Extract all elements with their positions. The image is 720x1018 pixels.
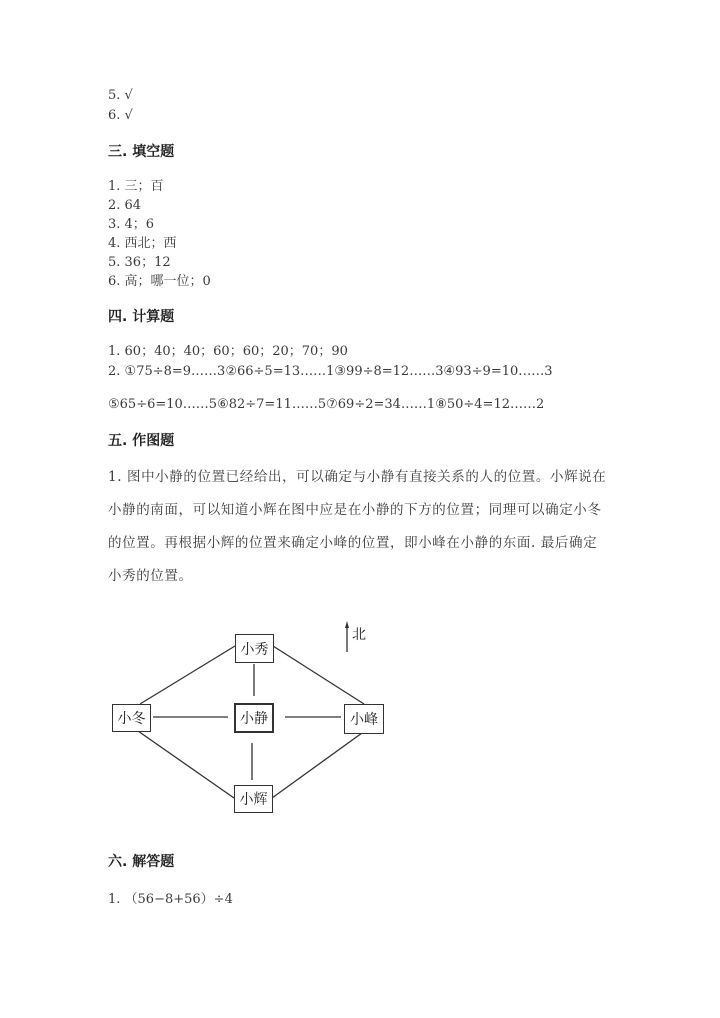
answer-line: 5. 36；12	[108, 255, 171, 270]
answer-line: 4. 西北；西	[108, 236, 177, 251]
answer-line: 1. （56−8+56）÷4	[108, 892, 233, 907]
answer-line: 6. 高；哪一位；0	[108, 274, 211, 289]
answer-line: 6. √	[108, 108, 133, 123]
answer-line: 1. 三；百	[108, 179, 164, 194]
node-xiaofeng: 小峰	[344, 704, 384, 734]
answer-line: 2. 64	[108, 198, 142, 213]
north-label: 北	[352, 627, 366, 643]
node-xiaojing: 小静	[234, 703, 274, 733]
section-title-calculation: 四. 计算题	[108, 309, 175, 325]
answer-line: 1. 60；40；40；60；60；20；70；90	[108, 344, 348, 359]
explanation-paragraph: 1. 图中小静的位置已经给出，可以确定与小静有直接关系的人的位置。小辉说在小静的南面，可以知道小辉在图中应是在小静的下方的位置；同理可以确定小冬的位置。再根据小辉的位置来确定小峰的位置，即小峰在小静的东面. 最后确定小秀的位置。	[108, 469, 607, 584]
node-xiaodong: 小冬	[112, 704, 151, 732]
section-title-fill-blank: 三. 填空题	[108, 144, 175, 160]
section-title-word-problems: 六. 解答题	[108, 854, 175, 870]
answer-line: ⑤65÷6=10……5⑥82÷7=11……5⑦69÷2=34……1⑧50÷4=12……2	[108, 397, 545, 412]
answer-line: 3. 4；6	[108, 217, 155, 232]
answer-line: 5. √	[108, 88, 133, 103]
node-xiaohui: 小辉	[234, 785, 273, 813]
node-xiaoxiu: 小秀	[235, 634, 274, 663]
answer-line: 2. ①75÷8=9……3②66÷5=13……1③99÷8=12……3④93÷9=10……3	[108, 364, 553, 379]
section-title-drawing: 五. 作图题	[108, 433, 175, 449]
